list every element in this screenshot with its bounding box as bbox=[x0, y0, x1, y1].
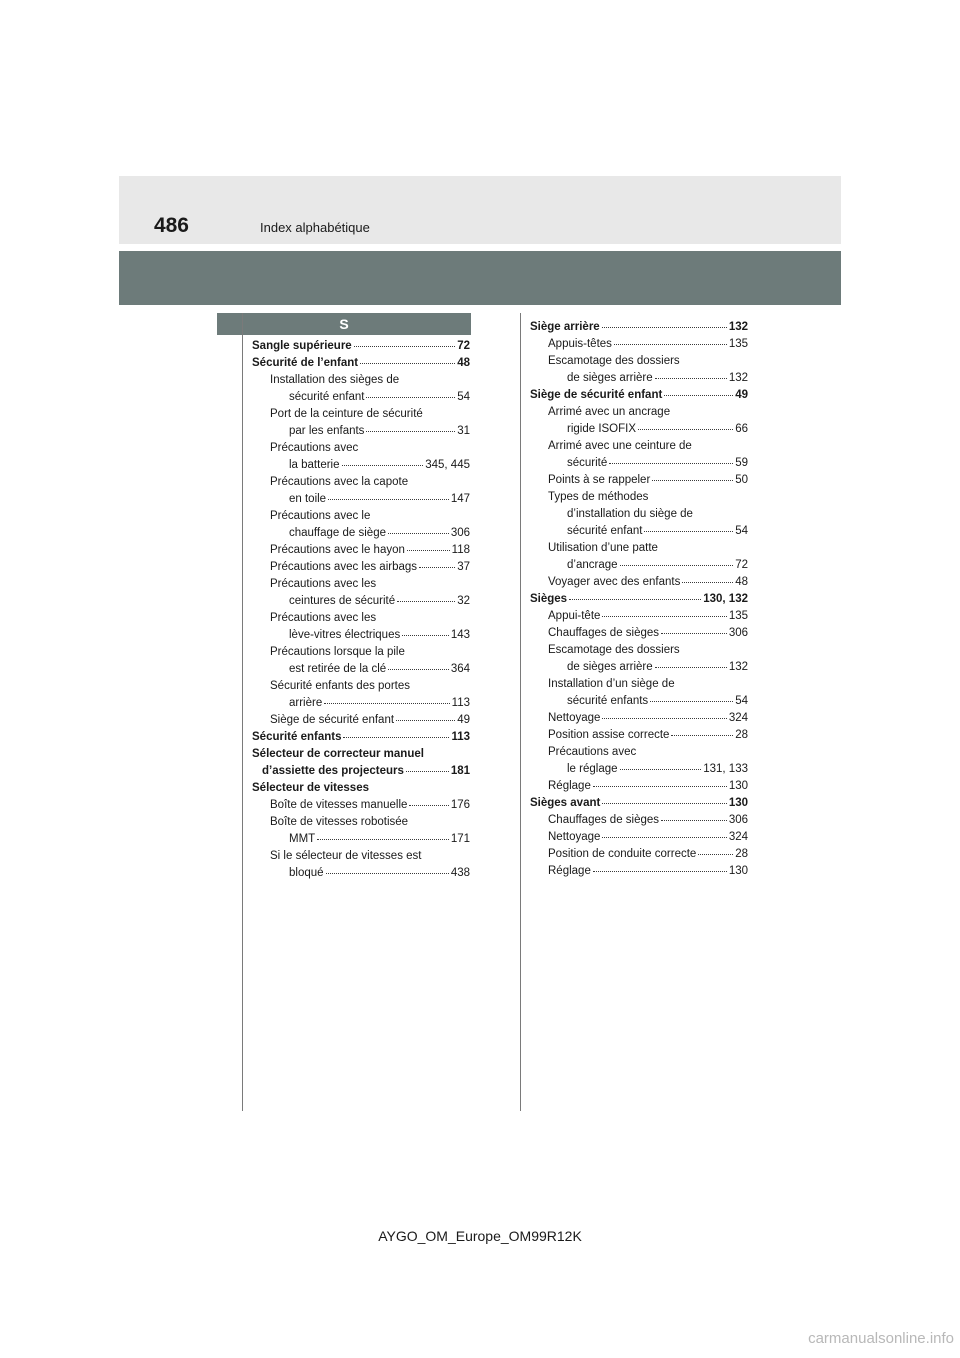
index-entry-label: Précautions avec les bbox=[270, 612, 377, 624]
dot-leader bbox=[360, 363, 455, 364]
index-entry bbox=[530, 489, 748, 506]
index-entry-label: Précautions avec la capote bbox=[270, 476, 409, 488]
index-entry bbox=[530, 506, 748, 523]
dot-leader bbox=[388, 669, 449, 670]
index-entry-label: rigide ISOFIX bbox=[567, 423, 637, 435]
dot-leader bbox=[593, 786, 727, 787]
index-entry bbox=[530, 846, 748, 863]
index-entry-label: en toile bbox=[289, 493, 327, 505]
dot-leader bbox=[638, 429, 733, 430]
index-entry bbox=[252, 593, 470, 610]
page-title: Index alphabétique bbox=[260, 220, 370, 235]
left-column-rule bbox=[242, 313, 243, 1111]
index-entry bbox=[530, 370, 748, 387]
dot-leader bbox=[402, 635, 449, 636]
index-entry bbox=[530, 353, 748, 370]
index-entry bbox=[252, 644, 470, 661]
index-entry-label: lève-vitres électriques bbox=[289, 629, 401, 641]
index-entry-label: sécurité bbox=[567, 457, 608, 469]
index-entry-page: 306 bbox=[728, 814, 748, 826]
index-entry-label: Appuis-têtes bbox=[548, 338, 612, 350]
index-entry bbox=[530, 523, 748, 540]
dot-leader bbox=[406, 771, 449, 772]
index-entry-label: arrière bbox=[289, 697, 323, 709]
dot-leader bbox=[419, 567, 455, 568]
index-entry bbox=[530, 591, 748, 608]
index-entry bbox=[530, 336, 748, 353]
index-entry-label: Sécurité enfants des portes bbox=[270, 680, 410, 692]
index-entry bbox=[530, 761, 748, 778]
index-entry-label: Nettoyage bbox=[548, 712, 601, 724]
index-entry-page: 364 bbox=[450, 663, 470, 675]
dot-leader bbox=[366, 397, 455, 398]
index-entry-label: Installation d’un siège de bbox=[548, 678, 675, 690]
index-entry-label: Points à se rappeler bbox=[548, 474, 651, 486]
dot-leader bbox=[396, 720, 455, 721]
index-entry-label: sécurité enfants bbox=[567, 695, 649, 707]
index-entry-label: Sièges avant bbox=[530, 797, 601, 809]
index-entry-label: chauffage de siège bbox=[289, 527, 386, 539]
index-entry-page: 324 bbox=[728, 831, 748, 843]
dot-leader bbox=[661, 633, 727, 634]
index-entry-label: Appui-tête bbox=[548, 610, 601, 622]
dot-leader bbox=[409, 805, 448, 806]
index-entry bbox=[252, 423, 470, 440]
index-entry-label: par les enfants bbox=[289, 425, 365, 437]
dot-leader bbox=[682, 582, 733, 583]
index-entry bbox=[252, 712, 470, 729]
document-code-footer: AYGO_OM_Europe_OM99R12K bbox=[378, 1228, 582, 1244]
index-entry bbox=[252, 338, 470, 355]
index-entry-label: Position assise correcte bbox=[548, 729, 670, 741]
index-entry bbox=[530, 404, 748, 421]
index-entry-page: 324 bbox=[728, 712, 748, 724]
dot-leader bbox=[366, 431, 455, 432]
dot-leader bbox=[354, 346, 455, 347]
index-column-right bbox=[530, 319, 748, 880]
dot-leader bbox=[650, 701, 733, 702]
index-entry-label: d’installation du siège de bbox=[567, 508, 693, 520]
index-entry-page: 118 bbox=[451, 544, 470, 556]
index-entry-page: 50 bbox=[735, 474, 748, 486]
dot-leader bbox=[602, 616, 726, 617]
index-entry bbox=[530, 812, 748, 829]
index-entry-page: 131, 133 bbox=[703, 763, 748, 775]
index-entry bbox=[252, 814, 470, 831]
index-entry-label: sécurité enfant bbox=[289, 391, 365, 403]
index-entry bbox=[252, 729, 470, 746]
index-entry-label: Si le sélecteur de vitesses est bbox=[270, 850, 422, 862]
index-entry-label: Escamotage des dossiers bbox=[548, 644, 680, 656]
index-entry-page: 132 bbox=[728, 372, 748, 384]
index-entry-label: Chauffages de sièges bbox=[548, 814, 660, 826]
index-entry bbox=[252, 848, 470, 865]
index-entry-page: 72 bbox=[457, 340, 470, 352]
index-entry bbox=[252, 780, 470, 797]
index-entry bbox=[530, 642, 748, 659]
right-column-rule bbox=[520, 313, 521, 1111]
dot-leader bbox=[342, 465, 424, 466]
index-entry-label: Voyager avec des enfants bbox=[548, 576, 681, 588]
index-entry-page: 113 bbox=[451, 731, 470, 743]
dot-leader bbox=[602, 327, 727, 328]
index-column-left bbox=[252, 338, 470, 882]
dot-leader bbox=[328, 499, 449, 500]
index-entry-label: Installation des sièges de bbox=[270, 374, 400, 386]
index-entry bbox=[252, 406, 470, 423]
index-entry-page: 32 bbox=[457, 595, 470, 607]
index-entry-page: 48 bbox=[457, 357, 470, 369]
index-entry-page: 130 bbox=[728, 780, 748, 792]
index-entry-label: Réglage bbox=[548, 865, 591, 877]
index-entry-label: Sélecteur de correcteur manuel bbox=[252, 748, 424, 760]
index-entry bbox=[530, 778, 748, 795]
index-entry-label: Nettoyage bbox=[548, 831, 601, 843]
index-entry-page: 132 bbox=[728, 321, 748, 333]
dot-leader bbox=[620, 769, 702, 770]
dot-leader bbox=[326, 873, 449, 874]
index-entry-page: 135 bbox=[728, 338, 748, 350]
index-entry-label: la batterie bbox=[289, 459, 340, 471]
index-entry bbox=[252, 474, 470, 491]
index-entry-page: 48 bbox=[735, 576, 748, 588]
index-entry-page: 171 bbox=[450, 833, 470, 845]
section-letter-tab: S bbox=[217, 313, 471, 335]
index-entry-page: 181 bbox=[450, 765, 470, 777]
dot-leader bbox=[602, 718, 726, 719]
index-entry bbox=[530, 557, 748, 574]
index-entry-label: Escamotage des dossiers bbox=[548, 355, 680, 367]
index-entry-label: de sièges arrière bbox=[567, 661, 653, 673]
index-entry-label: Siège de sécurité enfant bbox=[530, 389, 663, 401]
index-entry-page: 59 bbox=[735, 457, 748, 469]
index-entry bbox=[252, 542, 470, 559]
dot-leader bbox=[614, 344, 727, 345]
index-entry-page: 54 bbox=[735, 695, 748, 707]
dot-leader bbox=[407, 550, 450, 551]
index-entry bbox=[252, 831, 470, 848]
index-entry bbox=[252, 559, 470, 576]
index-entry bbox=[530, 319, 748, 336]
index-entry bbox=[252, 695, 470, 712]
index-entry bbox=[530, 693, 748, 710]
index-entry-page: 147 bbox=[450, 493, 470, 505]
index-entry-page: 37 bbox=[457, 561, 470, 573]
index-entry-label: Précautions avec les bbox=[270, 578, 377, 590]
dot-leader bbox=[671, 735, 733, 736]
index-entry-label: d’assiette des projecteurs bbox=[262, 765, 404, 777]
index-entry-page: 306 bbox=[728, 627, 748, 639]
index-entry bbox=[530, 710, 748, 727]
index-entry bbox=[252, 508, 470, 525]
index-entry bbox=[530, 574, 748, 591]
index-entry bbox=[252, 576, 470, 593]
index-entry bbox=[530, 625, 748, 642]
index-entry-label: Sièges bbox=[530, 593, 568, 605]
index-entry bbox=[252, 865, 470, 882]
index-entry-label: Précautions avec le bbox=[270, 510, 371, 522]
index-entry bbox=[252, 627, 470, 644]
index-entry-label: est retirée de la clé bbox=[289, 663, 387, 675]
index-entry-page: 130, 132 bbox=[703, 593, 748, 605]
dot-leader bbox=[655, 378, 727, 379]
page-header bbox=[119, 176, 841, 244]
dot-leader bbox=[324, 703, 449, 704]
index-entry-label: Sélecteur de vitesses bbox=[252, 782, 369, 794]
index-entry-label: Siège de sécurité enfant bbox=[270, 714, 395, 726]
index-entry-label: Sangle supérieure bbox=[252, 340, 352, 352]
dot-leader bbox=[602, 803, 726, 804]
index-entry-label: Siège arrière bbox=[530, 321, 600, 333]
index-entry bbox=[530, 795, 748, 812]
dot-leader bbox=[652, 480, 733, 481]
index-entry-label: ceintures de sécurité bbox=[289, 595, 396, 607]
index-entry-page: 176 bbox=[450, 799, 470, 811]
dot-leader bbox=[569, 599, 701, 600]
index-entry-label: d’ancrage bbox=[567, 559, 618, 571]
index-entry bbox=[252, 678, 470, 695]
index-entry-page: 113 bbox=[451, 697, 470, 709]
index-entry bbox=[530, 387, 748, 404]
index-entry-label: Arrimé avec une ceinture de bbox=[548, 440, 692, 452]
index-entry-label: Sécurité enfants bbox=[252, 731, 342, 743]
watermark: carmanualsonline.info bbox=[808, 1330, 954, 1347]
index-entry-label: Précautions lorsque la pile bbox=[270, 646, 405, 658]
index-entry bbox=[252, 457, 470, 474]
header-banner bbox=[119, 251, 841, 305]
dot-leader bbox=[664, 395, 733, 396]
index-entry-label: bloqué bbox=[289, 867, 324, 879]
index-entry bbox=[252, 440, 470, 457]
dot-leader bbox=[698, 854, 733, 855]
index-entry-page: 28 bbox=[735, 729, 748, 741]
index-entry-label: Types de méthodes bbox=[548, 491, 649, 503]
index-entry-label: de sièges arrière bbox=[567, 372, 653, 384]
index-entry-page: 49 bbox=[735, 389, 748, 401]
index-entry-label: Précautions avec les airbags bbox=[270, 561, 418, 573]
dot-leader bbox=[593, 871, 727, 872]
index-entry bbox=[530, 438, 748, 455]
index-entry bbox=[530, 472, 748, 489]
index-entry-label: Position de conduite correcte bbox=[548, 848, 697, 860]
index-entry bbox=[530, 829, 748, 846]
index-entry bbox=[252, 491, 470, 508]
index-entry bbox=[530, 608, 748, 625]
index-entry-page: 130 bbox=[728, 797, 748, 809]
index-entry bbox=[530, 676, 748, 693]
index-entry bbox=[252, 389, 470, 406]
dot-leader bbox=[388, 533, 449, 534]
index-entry bbox=[530, 540, 748, 557]
index-entry-label: sécurité enfant bbox=[567, 525, 643, 537]
index-entry-label: MMT bbox=[289, 833, 316, 845]
index-entry-label: Port de la ceinture de sécurité bbox=[270, 408, 423, 420]
index-entry-page: 54 bbox=[735, 525, 748, 537]
index-entry-label: Sécurité de l’enfant bbox=[252, 357, 359, 369]
index-entry bbox=[252, 661, 470, 678]
index-entry-label: Précautions avec bbox=[270, 442, 359, 454]
index-entry-label: Chauffages de sièges bbox=[548, 627, 660, 639]
dot-leader bbox=[620, 565, 734, 566]
index-entry-label: Boîte de vitesses robotisée bbox=[270, 816, 409, 828]
index-entry-page: 31 bbox=[457, 425, 470, 437]
index-entry bbox=[252, 746, 470, 763]
index-entry bbox=[530, 455, 748, 472]
index-entry-page: 345, 445 bbox=[425, 459, 470, 471]
index-entry-page: 306 bbox=[450, 527, 470, 539]
index-entry-page: 130 bbox=[728, 865, 748, 877]
index-entry-page: 135 bbox=[728, 610, 748, 622]
index-entry bbox=[252, 525, 470, 542]
index-entry bbox=[252, 797, 470, 814]
index-entry-label: Arrimé avec un ancrage bbox=[548, 406, 671, 418]
dot-leader bbox=[397, 601, 455, 602]
index-entry-label: Boîte de vitesses manuelle bbox=[270, 799, 408, 811]
index-entry bbox=[252, 355, 470, 372]
index-entry-label: Utilisation d’une patte bbox=[548, 542, 658, 554]
index-entry-label: le réglage bbox=[567, 763, 618, 775]
index-entry bbox=[530, 727, 748, 744]
index-entry-label: Précautions avec bbox=[548, 746, 637, 758]
dot-leader bbox=[317, 839, 449, 840]
dot-leader bbox=[644, 531, 733, 532]
index-entry-page: 438 bbox=[450, 867, 470, 879]
index-entry-page: 49 bbox=[457, 714, 470, 726]
dot-leader bbox=[343, 737, 449, 738]
index-entry bbox=[252, 610, 470, 627]
dot-leader bbox=[655, 667, 727, 668]
index-entry bbox=[530, 863, 748, 880]
index-entry-page: 143 bbox=[450, 629, 470, 641]
index-entry-page: 28 bbox=[735, 848, 748, 860]
index-entry bbox=[530, 421, 748, 438]
index-entry-page: 66 bbox=[735, 423, 748, 435]
dot-leader bbox=[602, 837, 726, 838]
index-entry-page: 54 bbox=[457, 391, 470, 403]
index-entry-page: 72 bbox=[735, 559, 748, 571]
index-entry-label: Précautions avec le hayon bbox=[270, 544, 405, 556]
index-entry-label: Réglage bbox=[548, 780, 591, 792]
dot-leader bbox=[661, 820, 727, 821]
index-entry bbox=[530, 744, 748, 761]
page-number: 486 bbox=[153, 214, 189, 237]
index-entry bbox=[252, 372, 470, 389]
index-entry bbox=[252, 763, 470, 780]
index-entry-page: 132 bbox=[728, 661, 748, 673]
dot-leader bbox=[609, 463, 733, 464]
index-entry bbox=[530, 659, 748, 676]
